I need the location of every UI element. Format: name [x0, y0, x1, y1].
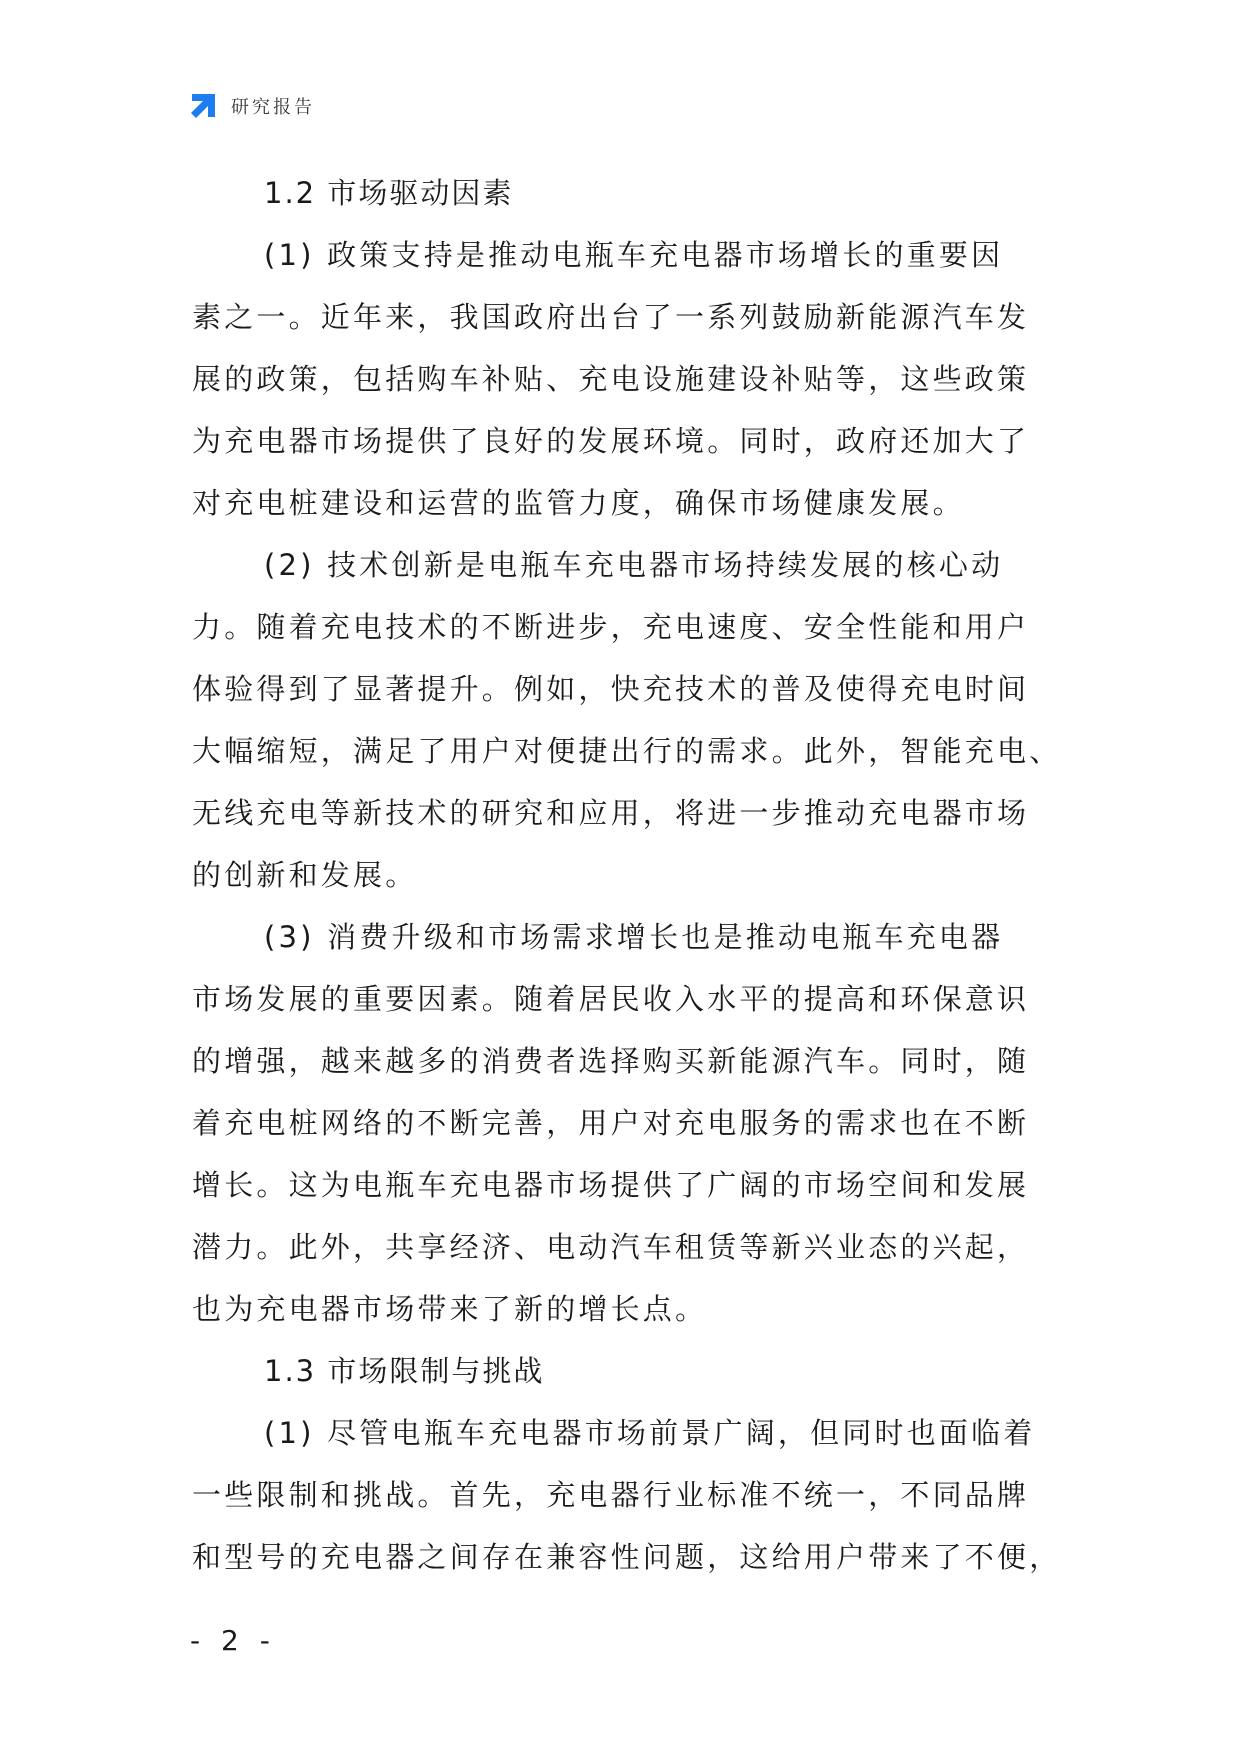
text-line: 展的政策，包括购车补贴、充电设施建设补贴等，这些政策 — [192, 362, 1030, 396]
report-title: 研究报告 — [231, 97, 315, 118]
text-line: 的创新和发展。 — [192, 858, 418, 892]
section-heading: 1.2 市场驱动因素 — [264, 176, 514, 210]
arrow-up-right-icon — [187, 90, 219, 122]
text-line: 体验得到了显著提升。例如，快充技术的普及使得充电时间 — [192, 672, 1030, 706]
text-line: 无线充电等新技术的研究和应用，将进一步推动充电器市场 — [192, 796, 1030, 830]
text-line: 潜力。此外，共享经济、电动汽车租赁等新兴业态的兴起， — [192, 1230, 1030, 1264]
text-line: 为充电器市场提供了良好的发展环境。同时，政府还加大了 — [192, 424, 1030, 458]
text-line: 市场发展的重要因素。随着居民收入水平的提高和环保意识 — [192, 982, 1030, 1016]
page-number: - 2 - — [190, 1624, 276, 1657]
page-header — [187, 88, 315, 124]
text-line: 力。随着充电技术的不断进步，充电速度、安全性能和用户 — [192, 610, 1030, 644]
text-line: 的增强，越来越多的消费者选择购买新能源汽车。同时，随 — [192, 1044, 1030, 1078]
text-line: 素之一。近年来，我国政府出台了一系列鼓励新能源汽车发 — [192, 300, 1030, 334]
text-line: 大幅缩短，满足了用户对便捷出行的需求。此外，智能充电、 — [192, 734, 1062, 768]
text-line: (1) 尽管电瓶车充电器市场前景广阔，但同时也面临着 — [264, 1416, 1036, 1450]
text-line: 对充电桩建设和运营的监管力度，确保市场健康发展。 — [192, 486, 965, 520]
text-line: (1) 政策支持是推动电瓶车充电器市场增长的重要因 — [264, 238, 1004, 272]
document-body — [192, 162, 1072, 1588]
text-line: 一些限制和挑战。首先，充电器行业标准不统一，不同品牌 — [192, 1478, 1030, 1512]
text-line: 和型号的充电器之间存在兼容性问题，这给用户带来了不便， — [192, 1540, 1062, 1574]
text-line: 着充电桩网络的不断完善，用户对充电服务的需求也在不断 — [192, 1106, 1030, 1140]
text-line: (2) 技术创新是电瓶车充电器市场持续发展的核心动 — [264, 548, 1004, 582]
text-line: (3) 消费升级和市场需求增长也是推动电瓶车充电器 — [264, 920, 1004, 954]
text-line: 增长。这为电瓶车充电器市场提供了广阔的市场空间和发展 — [192, 1168, 1030, 1202]
section-heading: 1.3 市场限制与挑战 — [264, 1354, 545, 1388]
text-line: 也为充电器市场带来了新的增长点。 — [192, 1292, 708, 1326]
